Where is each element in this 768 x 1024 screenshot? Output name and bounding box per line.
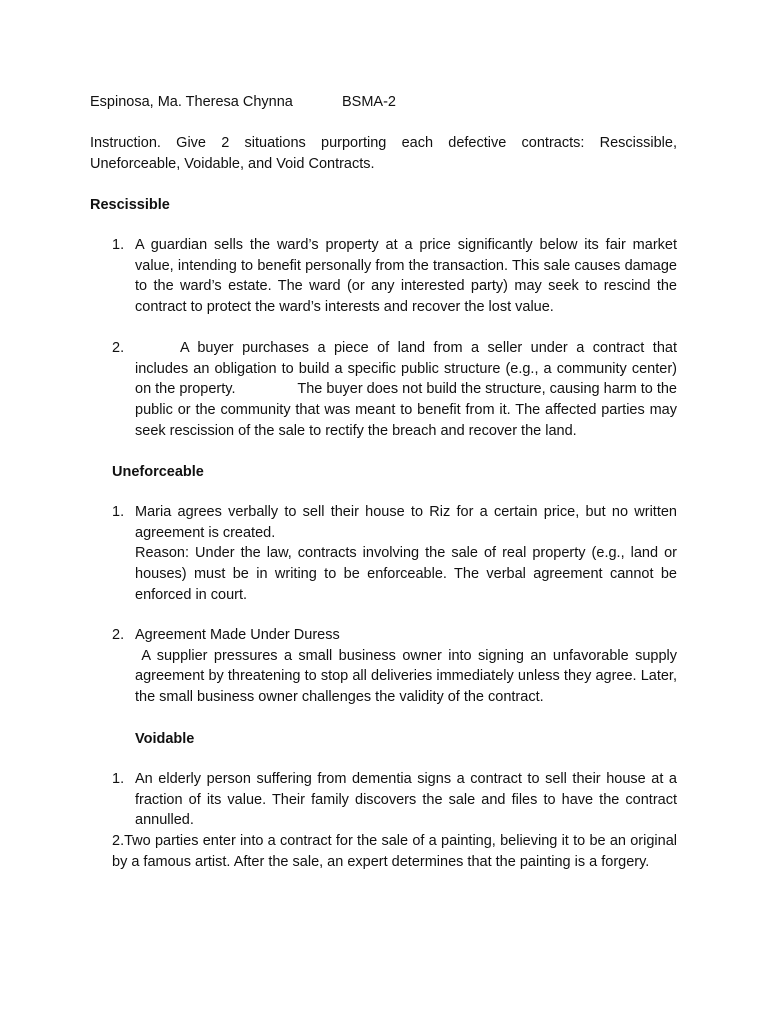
item-text: A supplier pressures a small business owner into signing an unfavorable supply agreement by threatening to stop all deliveries immediately unless they agree. Later, the small business owner challenges the validity of the contract.: [135, 647, 682, 706]
item-text: public or the community that was meant to benefit from it. The affected parties may seek rescission of the sale to rectify the breach and recover the land.: [135, 402, 677, 439]
unenforceable-item-1: [135, 502, 677, 606]
item-line: includes an obligation to build a specific public structure (e.g., a community center): [135, 360, 677, 377]
item-reason: Reason: Under the law, contracts involving the sale of real property (e.g., land or houses) must be in writing to be enforceable. The verbal agreement cannot be enforced in court.: [135, 545, 677, 603]
instruction-text: [90, 133, 677, 174]
section-heading-voidable: Voidable: [135, 731, 195, 747]
item-title: Agreement Made Under Duress: [135, 627, 340, 643]
instruction-paragraph: Instruction. Give 2 situations purporting each defective contracts: Rescissible, Uneforceable, Voidable, and Void Contracts.: [90, 135, 677, 172]
voidable-item-1: [135, 769, 677, 831]
section-heading-rescissible: Rescissible: [90, 197, 170, 213]
item-text: An elderly person suffering from dementia signs a contract to sell their house at a fraction of its value. Their family discovers the sale and files to have the contract annulled.: [135, 771, 677, 829]
list-number: 1.: [112, 237, 125, 253]
unenforceable-item-2: [135, 625, 682, 708]
rescissible-item-1: [135, 235, 677, 318]
voidable-item-2: [112, 831, 677, 872]
item-text: A guardian sells the ward’s property at a price significantly below its fair market value, intending to benefit personally from the transaction. This sale causes damage to the ward’s estate. The ward (or any interested party) may seek to rescind the contract to protect the ward’s interests and recover the lost value.: [135, 237, 677, 316]
list-number: 1.: [112, 771, 125, 787]
item-text: 2.Two parties enter into a contract for the sale of a painting, believing it to be an original by a famous artist. After the sale, an expert determines that the painting is a forgery.: [112, 833, 677, 870]
item-line-part: The buyer does not build the structure, causing harm to the: [297, 381, 677, 398]
section-heading-unenforceable: Uneforceable: [112, 464, 204, 480]
item-line-part: on the property.: [135, 381, 236, 398]
student-course: BSMA-2: [342, 94, 396, 110]
list-number: 1.: [112, 504, 125, 520]
item-line: [135, 379, 677, 400]
student-name: Espinosa, Ma. Theresa Chynna: [90, 94, 293, 110]
item-text: Maria agrees verbally to sell their house to Riz for a certain price, but no written agreement is created.: [135, 504, 677, 541]
list-number: 2.: [112, 627, 125, 643]
item-line: A buyer purchases a piece of land from a seller under a contract that: [180, 340, 677, 356]
list-number: 2.: [112, 340, 125, 356]
rescissible-item-2: [135, 338, 677, 442]
